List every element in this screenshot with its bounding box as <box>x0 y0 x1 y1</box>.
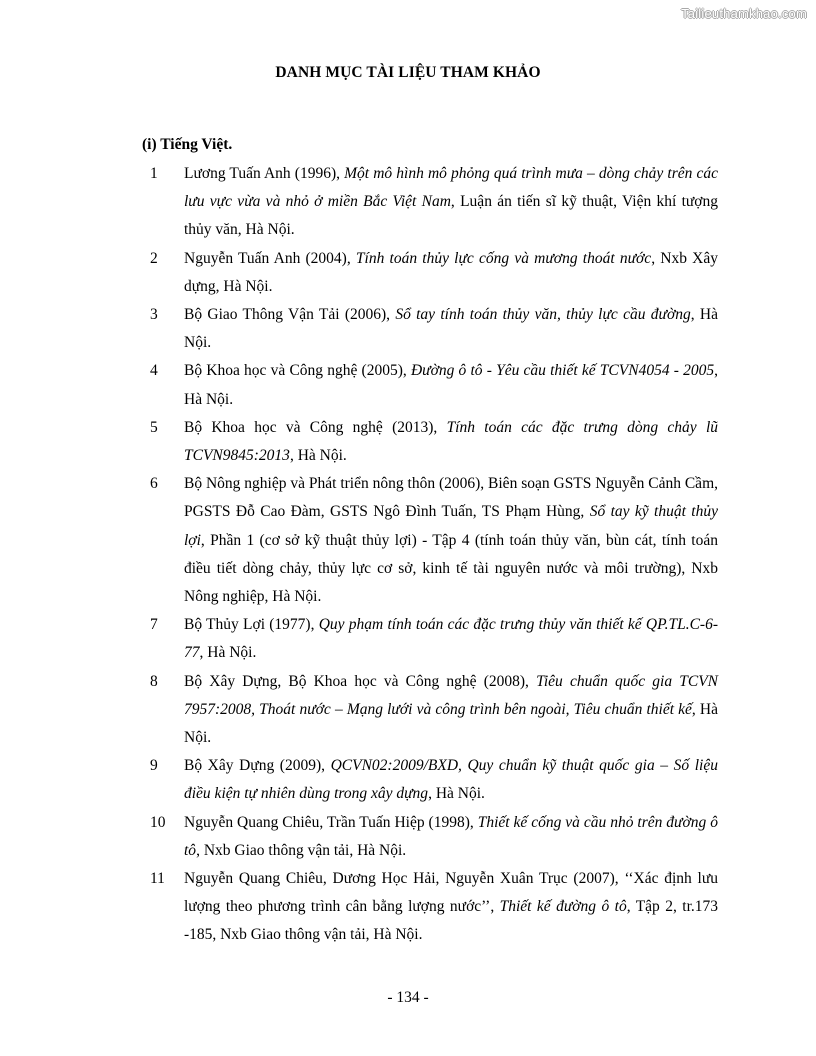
reference-authors: Bộ Xây Dựng (2009), <box>184 757 331 775</box>
reference-number: 4 <box>150 362 158 380</box>
reference-number: 3 <box>150 306 158 324</box>
reference-item-6 <box>150 470 718 611</box>
reference-item-1 <box>150 160 718 245</box>
watermark: Tailieuthamkhao.com <box>681 6 807 21</box>
reference-publisher: , Hà Nội. <box>199 644 257 662</box>
reference-authors: Nguyễn Tuấn Anh (2004), <box>184 249 356 267</box>
reference-title: Một mô hình mô phỏng quá trình mưa – dòng chảy trên các lưu vực vừa và nhỏ ở miền Bắc Việt Nam <box>184 165 718 211</box>
reference-authors: Bộ Khoa học và Công nghệ (2013), <box>184 418 447 436</box>
reference-publisher: , Tập 2, tr.173 -185, Nxb Giao thông vận tải, Hà Nội. <box>184 898 719 944</box>
reference-publisher: , Hà Nội. <box>428 785 485 803</box>
reference-number: 5 <box>150 418 158 436</box>
reference-title: Thiết kế cống và cầu nhỏ trên đường ô tô <box>184 813 718 859</box>
reference-item-3 <box>150 301 718 357</box>
reference-authors: Bộ Nông nghiệp và Phát triển nông thôn (2006), Biên soạn GSTS Nguyễn Cảnh Cầm, PGSTS Đỗ Cao Đàm, GSTS Ngô Đình Tuấn, TS Phạm Hùng, <box>184 475 718 521</box>
reference-title: Tính toán các đặc trưng dòng chảy lũ TCVN9845:2013 <box>184 418 719 465</box>
reference-number: 7 <box>150 616 158 634</box>
reference-number: 8 <box>150 672 158 690</box>
reference-item-9 <box>150 752 718 808</box>
reference-title: Tiêu chuẩn quốc gia TCVN 7957:2008, Thoát nước – Mạng lưới và công trình bên ngoài, Tiêu chuẩn thiết kế <box>184 672 718 718</box>
reference-number: 11 <box>150 870 165 888</box>
reference-title: QCVN02:2009/BXD, Quy chuẩn kỹ thuật quốc gia – Số liệu điều kiện tự nhiên dùng trong xây dựng <box>184 757 718 803</box>
reference-item-10 <box>150 809 718 865</box>
reference-publisher: , Hà Nội. <box>184 362 718 408</box>
reference-title: Đường ô tô - Yêu cầu thiết kế TCVN4054 - 2005 <box>410 362 715 380</box>
reference-text <box>184 357 718 413</box>
reference-authors: Bộ Giao Thông Vận Tải (2006), <box>184 306 396 324</box>
reference-list <box>150 160 718 950</box>
section-heading: (i) Tiếng Việt. <box>142 136 233 153</box>
reference-item-2 <box>150 245 718 301</box>
reference-title: Sổ tay kỹ thuật thủy lợi <box>184 503 718 549</box>
reference-authors: Nguyễn Quang Chiêu, Trần Tuấn Hiệp (1998), <box>184 813 478 831</box>
reference-number: 1 <box>150 165 158 182</box>
reference-title: Thiết kế đường ô tô <box>499 898 627 916</box>
reference-text <box>184 865 718 950</box>
reference-publisher: , Hà Nội. <box>289 447 347 465</box>
reference-item-11 <box>150 865 718 950</box>
reference-number: 10 <box>150 813 166 831</box>
reference-publisher: , Phần 1 (cơ sở kỹ thuật thủy lợi) - Tập 4 (tính toán thủy văn, bùn cát, tính toán điều tiết dòng chảy, thủy lực cơ sở, kinh tế tài nguyên nước và môi trường), Nxb Nông nghiệp, Hà Nội. <box>184 531 718 606</box>
reference-text <box>184 245 718 301</box>
page-title: DANH MỤC TÀI LIỆU THAM KHẢO <box>275 64 541 81</box>
reference-item-7 <box>150 611 718 667</box>
reference-item-8 <box>150 668 718 753</box>
reference-item-4 <box>150 357 718 413</box>
reference-text <box>184 160 718 245</box>
reference-title: Quy phạm tính toán các đặc trưng thủy văn thiết kế QP.TL.C-6-77 <box>184 616 718 662</box>
reference-authors: Bộ Xây Dựng, Bộ Khoa học và Công nghệ (2008), <box>184 672 537 690</box>
reference-title: Sổ tay tính toán thủy văn, thủy lực cầu đường <box>395 306 691 324</box>
reference-text <box>184 752 718 808</box>
reference-authors: Bộ Thủy Lợi (1977), <box>184 616 319 634</box>
reference-title: Tính toán thủy lực cống và mương thoát nước <box>355 249 652 267</box>
reference-authors: Nguyễn Quang Chiêu, Dương Học Hải, Nguyễn Xuân Trục (2007), ‘‘Xác định lưu lượng theo phương trình cân bằng lượng nước’’, <box>184 870 718 916</box>
reference-text <box>184 414 718 470</box>
reference-publisher: , Luận án tiến sĩ kỹ thuật, Viện khí tượng thủy văn, Hà Nội. <box>184 193 718 239</box>
page-number: - 134 - <box>387 989 429 1006</box>
reference-publisher: , Nxb Xây dựng, Hà Nội. <box>184 249 718 295</box>
reference-text <box>184 809 718 865</box>
reference-text <box>184 470 718 611</box>
reference-number: 6 <box>150 475 158 493</box>
reference-publisher: , Nxb Giao thông vận tải, Hà Nội. <box>196 841 407 859</box>
reference-number: 9 <box>150 757 158 775</box>
reference-number: 2 <box>150 249 158 267</box>
reference-text <box>184 668 718 753</box>
reference-item-5 <box>150 414 718 470</box>
reference-publisher: , Hà Nội. <box>184 700 718 747</box>
reference-text <box>184 301 718 357</box>
reference-authors: Lương Tuấn Anh (1996), <box>184 165 345 182</box>
reference-text <box>184 611 718 667</box>
reference-publisher: , Hà Nội. <box>184 306 718 352</box>
reference-authors: Bộ Khoa học và Công nghệ (2005), <box>184 362 411 380</box>
